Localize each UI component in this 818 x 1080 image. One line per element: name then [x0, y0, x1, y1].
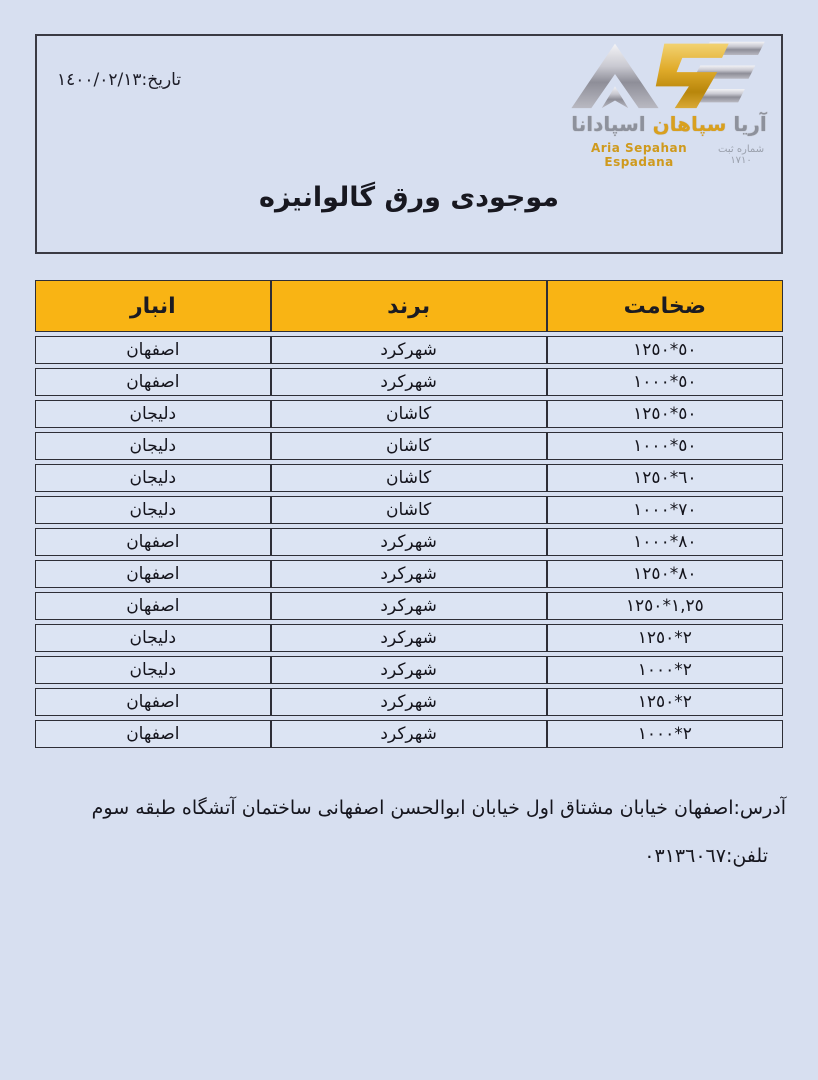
brand-cell: شهرکرد — [271, 688, 547, 716]
warehouse-cell: دلیجان — [35, 656, 271, 684]
company-logo — [565, 38, 773, 169]
warehouse-cell: اصفهان — [35, 720, 271, 748]
table-row — [35, 400, 783, 428]
warehouse-cell: دلیجان — [35, 496, 271, 524]
table-row — [35, 432, 783, 460]
brand-cell: شهرکرد — [271, 528, 547, 556]
table-row — [35, 720, 783, 748]
ase-logo-icon — [569, 38, 769, 110]
phone-value: ٠٣١٣٦٠٦٧ — [644, 845, 726, 867]
warehouse-cell: اصفهان — [35, 528, 271, 556]
footer-address: آدرس:اصفهان خیابان مشتاق اول خیابان ابوالحسن اصفهانی ساختمان آتشگاه طبقه سوم — [91, 797, 786, 819]
thickness-cell: ٢*١٢٥٠ — [547, 688, 783, 716]
warehouse-cell: اصفهان — [35, 368, 271, 396]
brand-cell: شهرکرد — [271, 592, 547, 620]
date-value: ١٤٠٠/٠٢/١٣ — [57, 70, 142, 90]
brand-cell: کاشان — [271, 400, 547, 428]
thickness-cell: ٨٠*١٠٠٠ — [547, 528, 783, 556]
date-line — [51, 70, 181, 90]
page-title: موجودی ورق گالوانیزه — [259, 182, 559, 213]
brand-cell: کاشان — [271, 496, 547, 524]
brand-name-fa — [565, 112, 773, 136]
inventory-table-body — [35, 336, 783, 748]
footer-phone — [642, 845, 768, 867]
thickness-cell: ٢*١٠٠٠ — [547, 656, 783, 684]
table-row — [35, 528, 783, 556]
table-row — [35, 688, 783, 716]
column-header-thickness: ضخامت — [547, 280, 783, 332]
brand-cell: کاشان — [271, 432, 547, 460]
table-row — [35, 368, 783, 396]
table-row — [35, 560, 783, 588]
warehouse-cell: دلیجان — [35, 624, 271, 652]
brand-word-sepahan: سپاهان — [652, 112, 727, 136]
phone-label: تلفن: — [725, 845, 768, 867]
table-row — [35, 656, 783, 684]
thickness-cell: ٨٠*١٢٥٠ — [547, 560, 783, 588]
thickness-cell: ٦٠*١٢٥٠ — [547, 464, 783, 492]
thickness-cell: ٢*١٠٠٠ — [547, 720, 783, 748]
thickness-cell: ١,٢٥*١٢٥٠ — [547, 592, 783, 620]
brand-cell: شهرکرد — [271, 560, 547, 588]
brand-cell: شهرکرد — [271, 656, 547, 684]
logo-letter-a-arrow — [602, 86, 629, 108]
brand-cell: شهرکرد — [271, 368, 547, 396]
brand-cell: کاشان — [271, 464, 547, 492]
warehouse-cell: اصفهان — [35, 336, 271, 364]
column-header-brand: برند — [271, 280, 547, 332]
brand-word-aria: آریا — [733, 112, 767, 136]
table-row — [35, 496, 783, 524]
brand-name-en: Aria Sepahan Espadana — [590, 141, 688, 169]
date-label: تاریخ: — [141, 70, 182, 90]
table-row — [35, 464, 783, 492]
warehouse-cell: دلیجان — [35, 464, 271, 492]
brand-cell: شهرکرد — [271, 720, 547, 748]
brand-cell: شهرکرد — [271, 624, 547, 652]
warehouse-cell: اصفهان — [35, 592, 271, 620]
warehouse-cell: اصفهان — [35, 688, 271, 716]
logo-subline — [565, 141, 773, 169]
brand-cell: شهرکرد — [271, 336, 547, 364]
warehouse-cell: دلیجان — [35, 432, 271, 460]
table-row — [35, 624, 783, 652]
warehouse-cell: دلیجان — [35, 400, 271, 428]
brand-word-espadana: اسپادانا — [571, 112, 646, 136]
inventory-table — [35, 276, 783, 752]
thickness-cell: ٢*١٢٥٠ — [547, 624, 783, 652]
warehouse-cell: اصفهان — [35, 560, 271, 588]
thickness-cell: ٥٠*١٠٠٠ — [547, 368, 783, 396]
table-row — [35, 592, 783, 620]
thickness-cell: ٥٠*١٠٠٠ — [547, 432, 783, 460]
registration-number: شماره ثبت ١٧١٠ — [718, 144, 765, 166]
column-header-warehouse: انبار — [35, 280, 271, 332]
thickness-cell: ٥٠*١٢٥٠ — [547, 400, 783, 428]
thickness-cell: ٥٠*١٢٥٠ — [547, 336, 783, 364]
table-row — [35, 336, 783, 364]
thickness-cell: ٧٠*١٠٠٠ — [547, 496, 783, 524]
header-box — [35, 34, 783, 254]
table-header-row — [35, 280, 783, 332]
